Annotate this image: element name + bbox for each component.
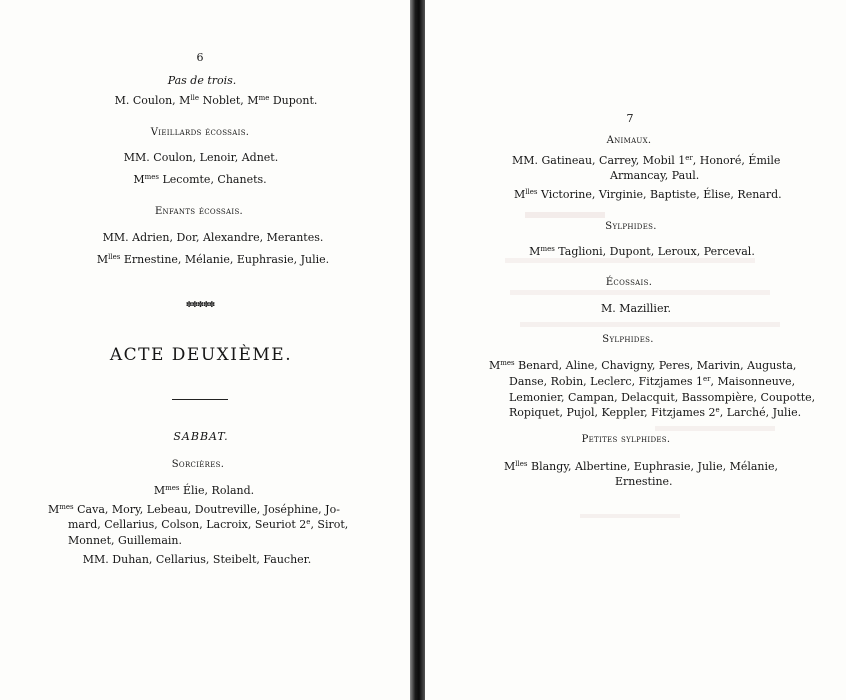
vieillards-women: $M^{mes}$ Lecomte, Chanets. — [133, 173, 267, 186]
animaux-heading: Animaux. — [606, 135, 652, 146]
ink-bleed-mark — [510, 290, 770, 295]
enfants-boys: MM. Adrien, Dor, Alexandre, Merantes. — [102, 231, 324, 244]
petites-sylphides-line-1: $M^{lles}$ Blangy, Albertine, Euphrasie, Julie, Mélanie, — [504, 460, 779, 473]
animaux-line-1: MM. Gatineau, Carrey, Mobil 1er, Honoré, Émile — [512, 154, 781, 167]
act-divider — [172, 399, 228, 400]
pas-de-trois-dancers: M. Coulon, $M^{lle}$ Noblet, $M^{me}$ Dupont. — [114, 94, 318, 107]
page-number-right: 7 — [626, 112, 634, 125]
ink-bleed-mark — [505, 258, 755, 263]
vieillards-heading: Vieillards écossais. — [150, 127, 250, 138]
fleuron-ornament: ✽✽✽✽✽ — [185, 300, 215, 309]
animaux-line-3: $M^{lles}$ Victorine, Virginie, Baptiste, Élise, Renard. — [514, 188, 782, 201]
sylphides-corps-line-3: Lemonier, Campan, Delacquit, Bassompière, Coupotte, — [509, 391, 816, 404]
pas-de-trois-heading: Pas de trois. — [167, 74, 237, 87]
sorcieres-line-4: Monnet, Guillemain. — [68, 534, 183, 547]
sylphides-corps-line-2: Danse, Robin, Leclerc, Fitzjames 1er, Maisonneuve, — [509, 375, 796, 388]
animaux-line-2: Armancay, Paul. — [610, 169, 700, 182]
sylphides-heading-1: Sylphides. — [605, 221, 657, 232]
act-title: ACTE DEUXIÈME. — [109, 345, 293, 365]
left-page — [0, 0, 410, 700]
book-gutter — [410, 0, 425, 700]
ink-bleed-mark — [520, 322, 780, 327]
ink-bleed-mark — [580, 514, 680, 518]
ecossais-dancer: M. Mazillier. — [600, 302, 672, 315]
ink-bleed-mark — [655, 426, 775, 431]
petites-sylphides-heading: Petites sylphides. — [581, 434, 671, 445]
sylphides-principals: $M^{mes}$ Taglioni, Dupont, Leroux, Perceval. — [529, 245, 755, 258]
sorcieres-line-3: mard, Cellarius, Colson, Lacroix, Seuriot 2e, Sirot, — [68, 518, 349, 531]
vieillards-men: MM. Coulon, Lenoir, Adnet. — [123, 151, 279, 164]
ink-bleed-mark — [525, 212, 605, 218]
sylphides-corps-line-1: $M^{mes}$ Benard, Aline, Chavigny, Peres, Marivin, Augusta, — [489, 359, 797, 372]
sorcieres-line-1: $M^{mes}$ Élie, Roland. — [153, 484, 255, 497]
right-page — [425, 0, 846, 700]
sabbat-heading: SABBAT. — [173, 430, 229, 443]
sorcieres-line-2: $M^{mes}$ Cava, Mory, Lebeau, Doutreville, Joséphine, Jo- — [48, 503, 340, 516]
page-number-left: 6 — [196, 51, 204, 64]
sylphides-corps-line-4: Ropiquet, Pujol, Keppler, Fitzjames 2e, Larché, Julie. — [509, 406, 802, 419]
petites-sylphides-line-2: Ernestine. — [615, 475, 673, 488]
ecossais-heading: Écossais. — [605, 277, 653, 288]
enfants-heading: Enfants écossais. — [154, 206, 244, 217]
sorcieres-line-5: MM. Duhan, Cellarius, Steibelt, Faucher. — [82, 553, 312, 566]
enfants-girls: $M^{lles}$ Ernestine, Mélanie, Euphrasie, Julie. — [96, 253, 330, 266]
sylphides-heading-2: Sylphides. — [602, 334, 654, 345]
sorcieres-heading: Sorcières. — [171, 459, 225, 470]
